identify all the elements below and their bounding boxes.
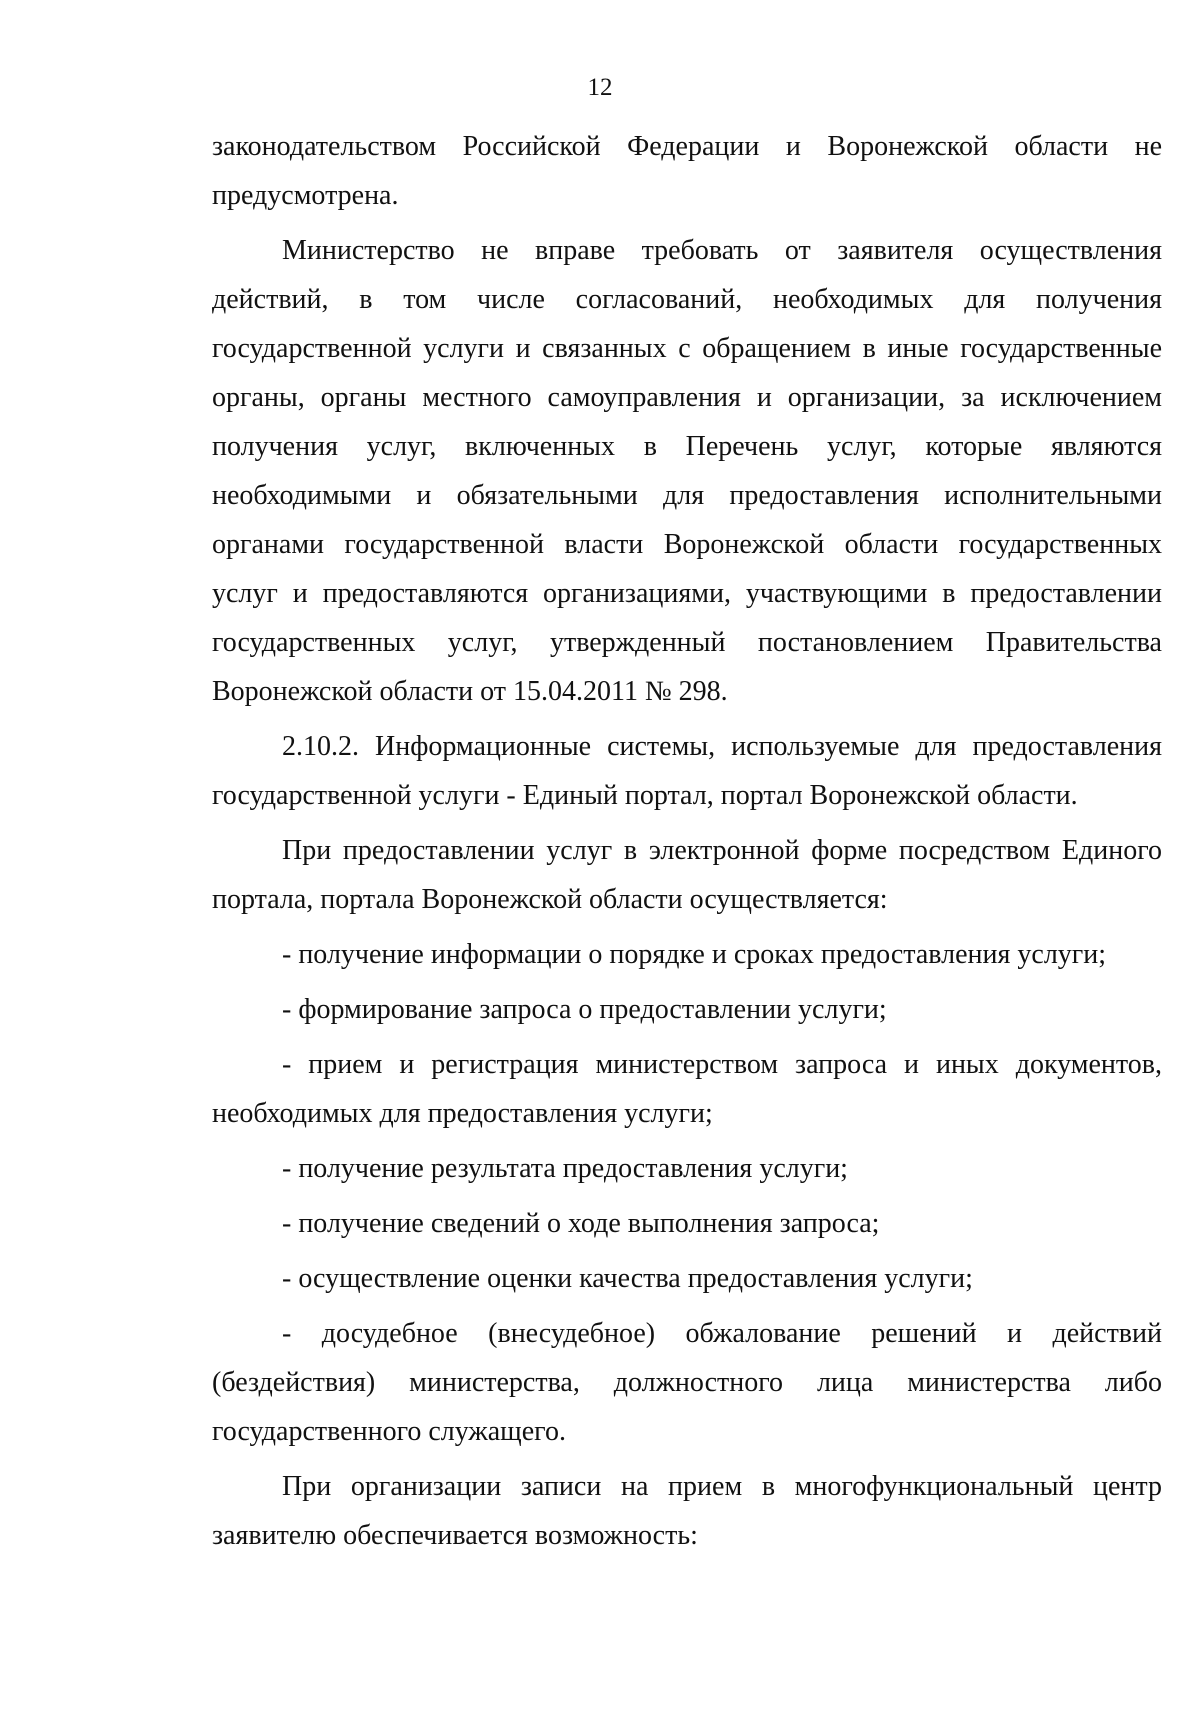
document-body <box>212 122 1162 1560</box>
paragraph-ministry-restrictions: Министерство не вправе требовать от заявителя осуществления действий, в том числе согласований, необходимых для получения государственной услуги и связанных с обращением в иные государственные органы, органы местного самоуправления и организации, за исключением получения услуг, включенных в Перечень услуг, которые являются необходимыми и обязательными для предоставления исполнительными органами государственной власти Воронежской области государственных услуг и предоставляются организациями, участвующими в предоставлении государственных услуг, утвержденный постановлением Правительства Воронежской области от 15.04.2011 № 298. <box>212 235 1162 707</box>
list-item-status: - получение сведений о ходе выполнения запроса; <box>282 1208 880 1239</box>
list-item-appeal: - досудебное (внесудебное) обжалование решений и действий (бездействия) министерства, должностного лица министерства либо государственного служащего. <box>212 1318 1162 1447</box>
list-item-registration: - прием и регистрация министерством запроса и иных документов, необходимых для предоставления услуги; <box>212 1049 1162 1129</box>
list-item-information: - получение информации о порядке и сроках предоставления услуги; <box>282 939 1107 970</box>
list-item-quality-assessment: - осуществление оценки качества предоставления услуги; <box>282 1263 973 1294</box>
list-item-result: - получение результата предоставления услуги; <box>282 1153 848 1184</box>
page-number: 12 <box>587 74 613 101</box>
paragraph-mfc-appointment: При организации записи на прием в многофункциональный центр заявителю обеспечивается возможность: <box>212 1471 1162 1551</box>
paragraph-continuation: законодательством Российской Федерации и Воронежской области не предусмотрена. <box>212 131 1162 211</box>
list-item-request-forming: - формирование запроса о предоставлении услуги; <box>282 994 887 1025</box>
paragraph-information-systems: 2.10.2. Информационные системы, используемые для предоставления государственной услуги - Единый портал, портал Воронежской области. <box>212 731 1162 811</box>
paragraph-electronic-services-intro: При предоставлении услуг в электронной форме посредством Единого портала, портала Воронежской области осуществляется: <box>212 835 1162 915</box>
